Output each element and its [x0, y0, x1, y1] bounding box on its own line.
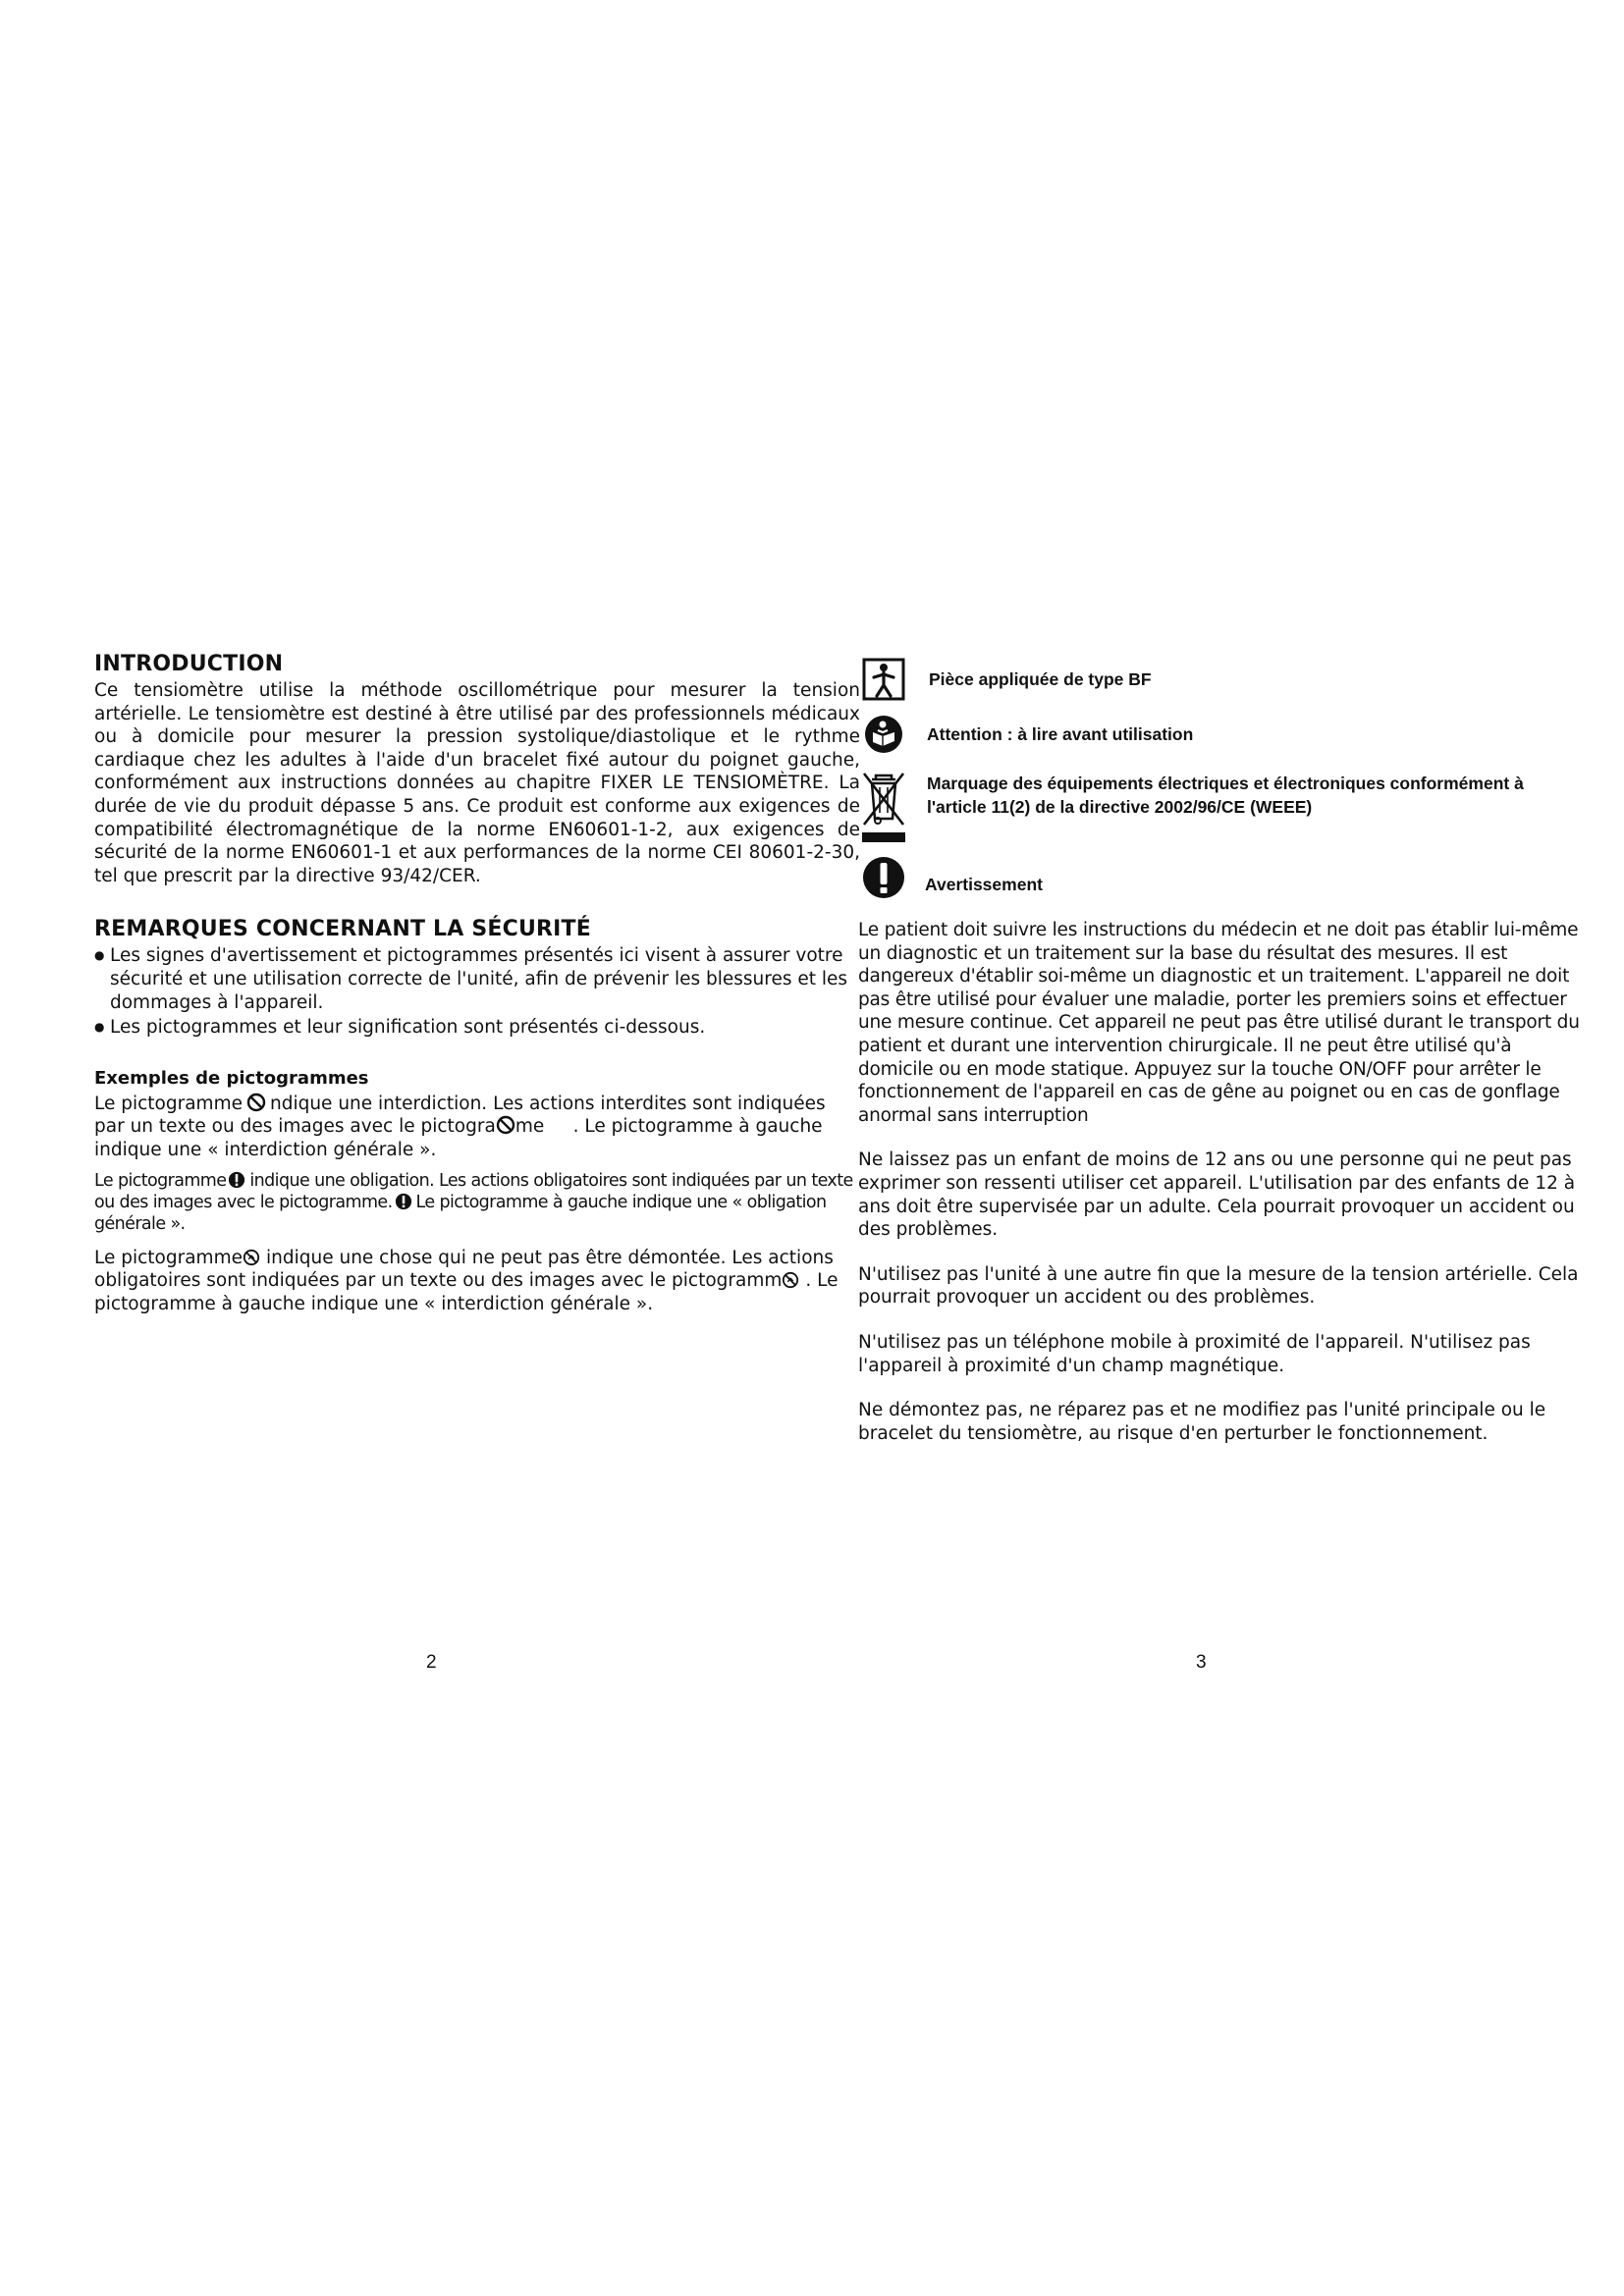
symbol-label: Pièce appliquée de type BF: [929, 669, 1152, 689]
introduction-heading: INTRODUCTION: [94, 652, 284, 676]
paragraph: Ne laissez pas un enfant de moins de 12 ans ou une personne qui ne peut pas exprimer son ressenti utiliser cet appareil. L'utilisation par des enfants de 12 à ans doit être supervisée par un adulte. Cela pourrait provoquer un accident ou des problèmes.: [858, 1149, 1576, 1241]
symbol-row-manual: [858, 715, 1587, 754]
symbol-row-weee: [858, 770, 1587, 844]
weee-bin-icon: [858, 770, 909, 844]
page-number-left: 2: [426, 1652, 437, 1673]
example-prohibition: Le pictogramme ndique une interdiction. Les actions interdites sont indiquées par un texte ou des images avec le pictogra me . Le pictogramme à gauche indique une « interdiction générale ».: [94, 1093, 826, 1160]
symbol-label: Avertissement: [925, 875, 1043, 894]
example-no-disassembly: Le pictogramme indique une chose qui ne peut pas être démontée. Les actions obligatoires sont indiquées par un texte ou des images avec le pictogramm . Le pictogramme à gauche indique une « interdiction générale ».: [94, 1247, 839, 1314]
prohibition-icon: [246, 1093, 266, 1112]
paragraph: Ne démontez pas, ne réparez pas et ne modifiez pas l'unité principale ou le bracelet du tensiomètre, au risque d'en perturber le fonctionnement.: [858, 1400, 1546, 1444]
bullet-icon: ●: [94, 948, 105, 963]
applied-part-bf-icon: [858, 658, 909, 701]
no-disassembly-icon: [782, 1271, 799, 1289]
symbol-row-warning: [858, 856, 1587, 899]
prohibition-icon: [496, 1115, 515, 1135]
list-item: ● Les signes d'avertissement et pictogrammes présentés ici visent à assurer votre sécurité et une utilisation correcte de l'unité, afin de prévenir les blessures et les dommages à l'appareil.: [94, 945, 848, 1013]
right-page: [858, 658, 1587, 1445]
examples-heading: Exemples de pictogrammes: [94, 1067, 369, 1089]
obligation-icon: [395, 1193, 412, 1210]
paragraph: N'utilisez pas un téléphone mobile à proximité de l'appareil. N'utilisez pas l'appareil à proximité d'un champ magnétique.: [858, 1331, 1531, 1376]
list-item: ● Les pictogrammes et leur signification sont présentés ci-dessous.: [94, 1017, 706, 1039]
symbol-row-bf: [858, 658, 1587, 701]
warnings-section: [858, 919, 1587, 1445]
page-number-right: 3: [1196, 1652, 1207, 1673]
left-page: [94, 652, 860, 1315]
example-obligation: Le pictogramme indique une obligation. Les actions obligatoires sont indiquées par un texte ou des images avec le pictogramme. Le pictogramme à gauche indique une « obligation générale ».: [94, 1170, 853, 1234]
introduction-text: Ce tensiomètre utilise la méthode oscillométrique pour mesurer la tension artérielle. Le tensiomètre est destiné à être utilisé par des professionnels médicaux ou à domicile pour mesurer la pression systolique/diastolique et le rythme cardiaque chez les adultes à l'aide d'un bracelet fixé autour du poignet gauche, conformément aux instructions données au chapitre FIXER LE TENSIOMÈTRE. La durée de vie du produit dépasse 5 ans. Ce produit est conforme aux exigences de compatibilité électromagnétique de la norme EN60601-1-2, aux exigences de sécurité de la norme EN60601-1 et aux performances de la norme CEI 80601-2-30, tel que prescrit par la directive 93/42/CER.: [94, 680, 860, 886]
no-disassembly-icon: [243, 1249, 260, 1266]
paragraph: N'utilisez pas l'unité à une autre fin que la mesure de la tension artérielle. Cela pourrait provoquer un accident ou des problèmes.: [858, 1263, 1579, 1308]
symbol-label: Marquage des équipements électriques et électroniques conformément à l'article 11(2) de la directive 2002/96/CE (WEEE): [927, 774, 1524, 817]
read-manual-icon: [858, 715, 909, 754]
symbol-label: Attention : à lire avant utilisation: [927, 724, 1194, 744]
bullet-icon: ●: [94, 1020, 105, 1035]
paragraph: Le patient doit suivre les instructions du médecin et ne doit pas établir lui-même un diagnostic et un traitement sur la base du résultat des mesures. Il est dangereux d'établir soi-même un diagnostic et un traitement. L'appareil ne doit pas être utilisé pour évaluer une maladie, porter les premiers soins et effectuer une mesure continue. Cet appareil ne peut pas être utilisé durant le transport du patient et durant une intervention chirurgicale. Il ne peut être utilisé qu'à domicile ou en mode statique. Appuyez sur la touche ON/OFF pour arrêter le fonctionnement de l'appareil en cas de gêne au poignet ou en cas de gonflage anormal sans interruption: [858, 920, 1580, 1126]
obligation-icon: [228, 1171, 245, 1189]
warning-icon: [858, 856, 909, 899]
safety-heading: REMARQUES CONCERNANT LA SÉCURITÉ: [94, 917, 591, 942]
